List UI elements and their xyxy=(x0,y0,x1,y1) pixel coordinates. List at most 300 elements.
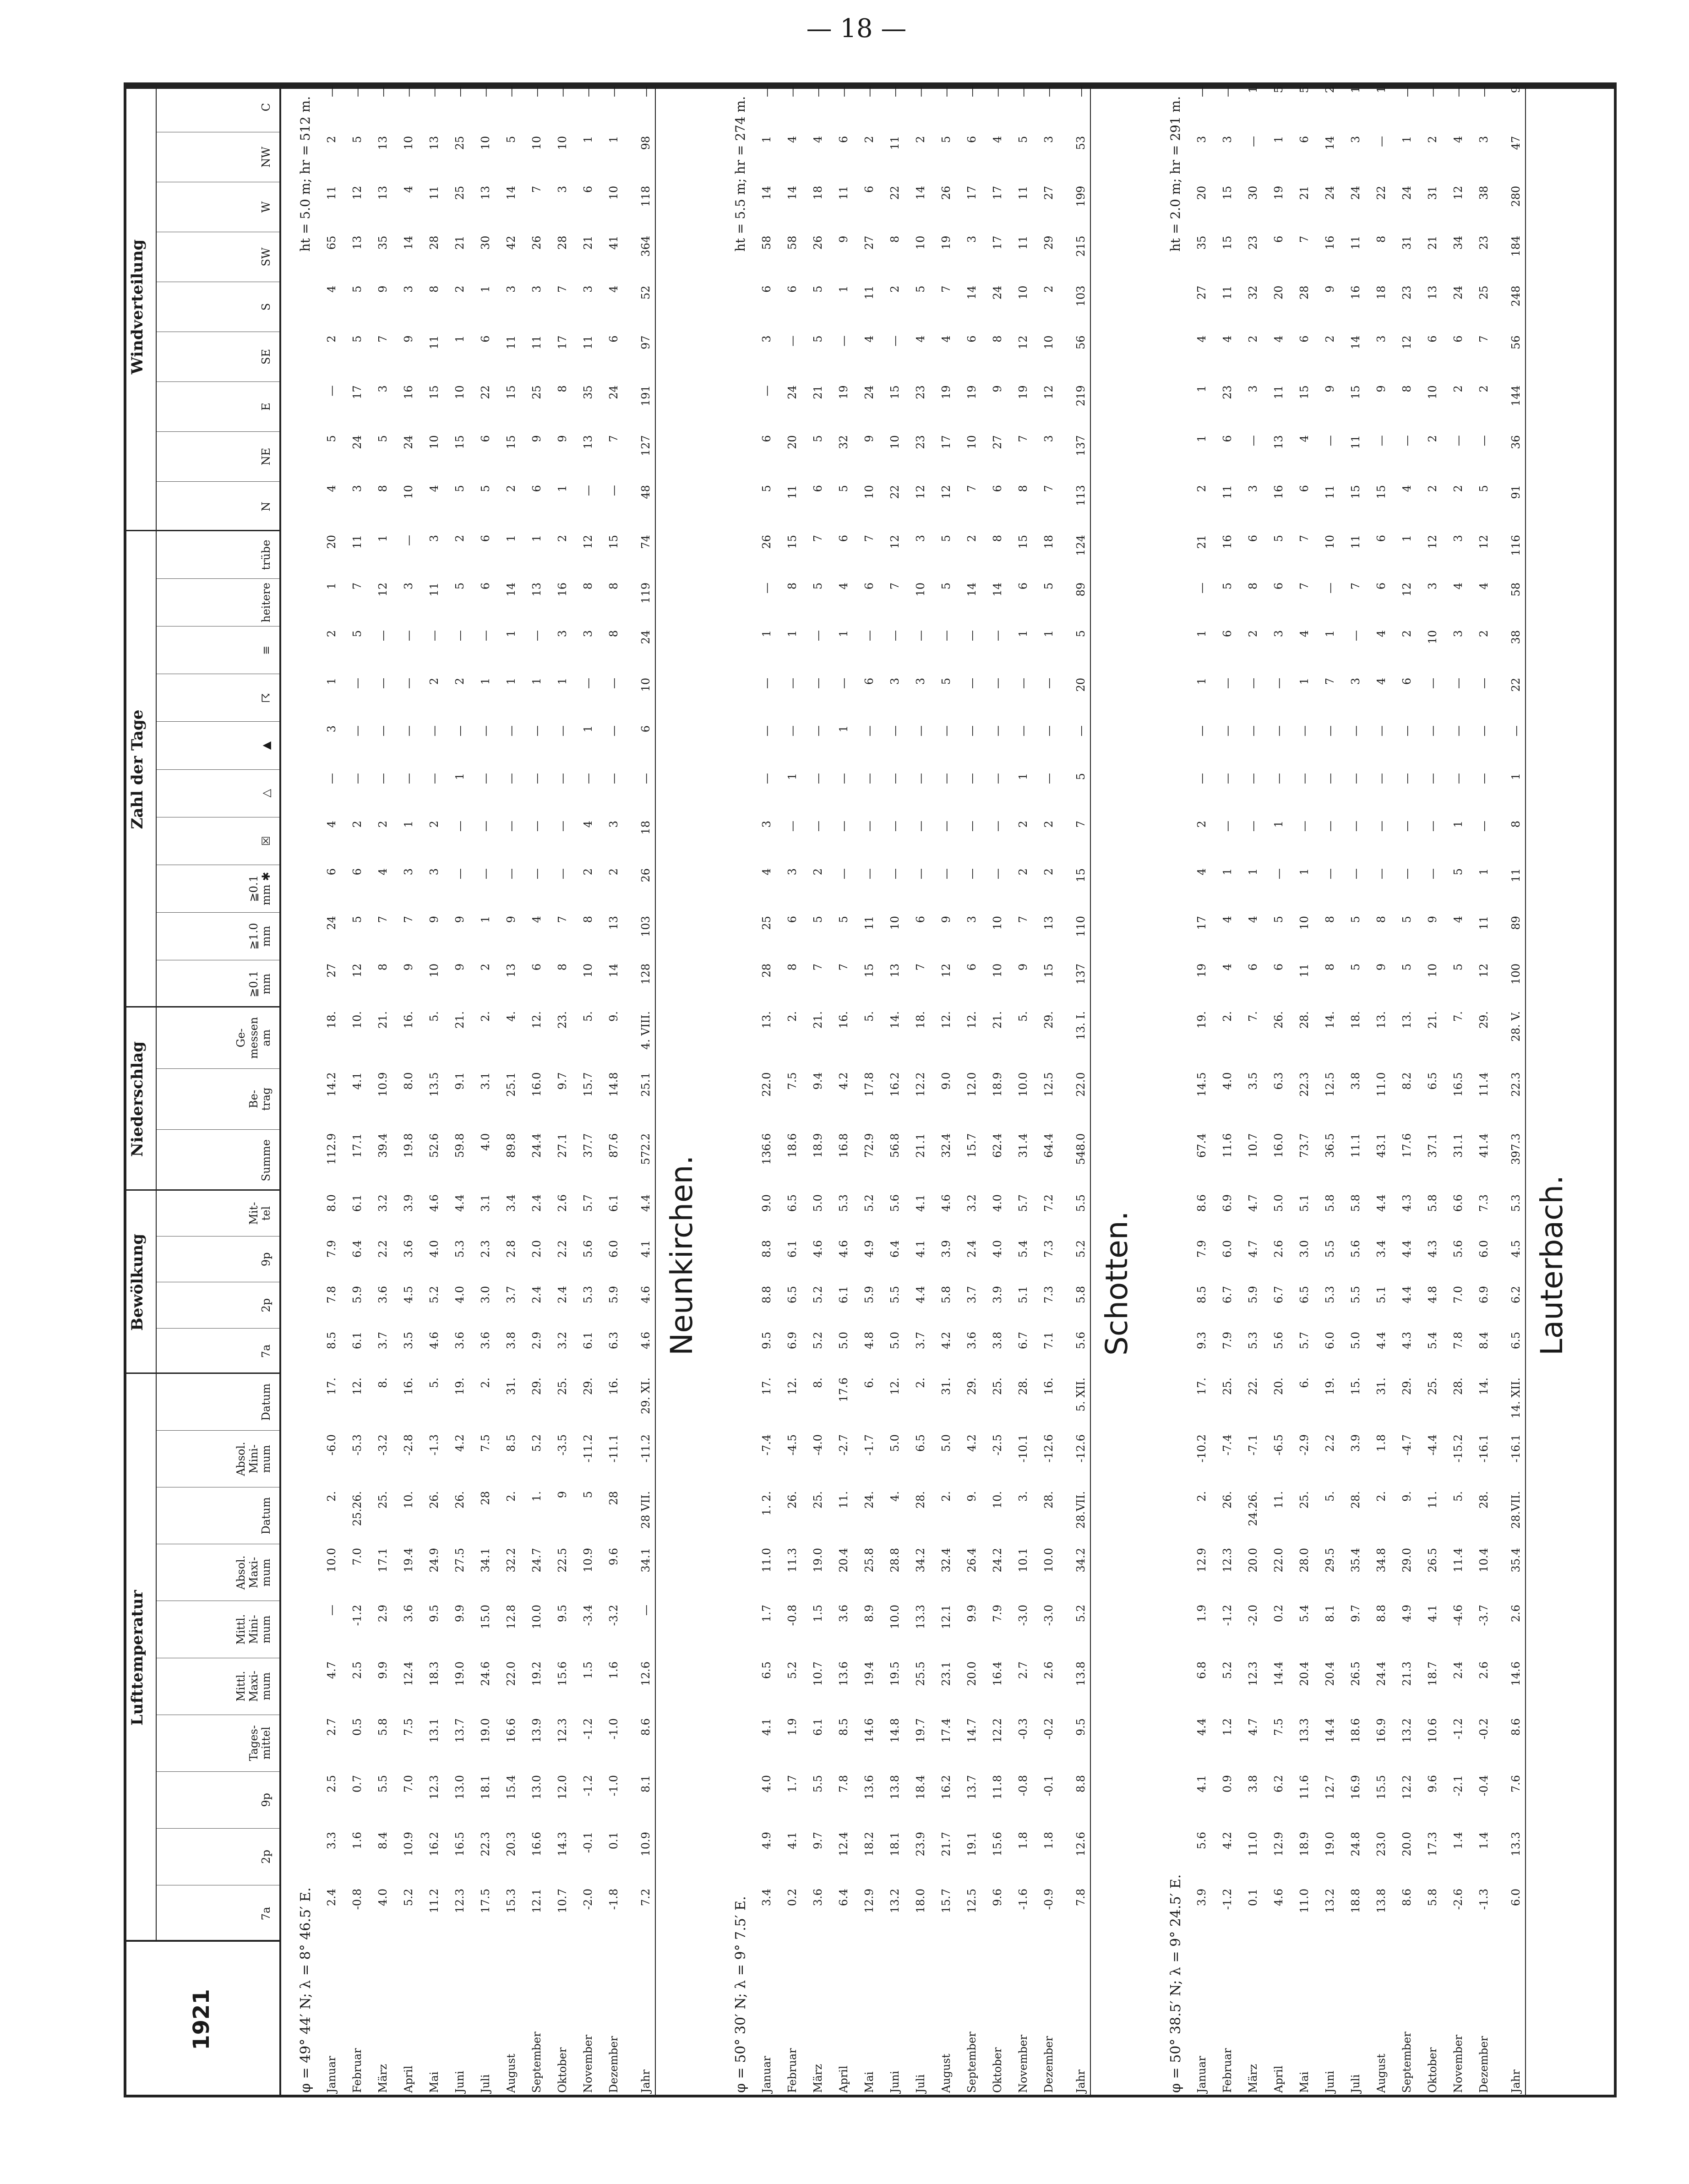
value-cell: — xyxy=(1426,678,1439,689)
value-cell: 8 xyxy=(376,485,389,492)
value-cell: 27.1 xyxy=(556,1133,569,1158)
value-cell: 29. xyxy=(530,1378,543,1395)
value-cell: — xyxy=(1221,86,1234,97)
value-cell: 25. xyxy=(1221,1378,1234,1395)
value-cell: 2. xyxy=(914,1378,927,1388)
value-cell: 2.6 xyxy=(1477,1661,1490,1679)
value-cell: 3.9 xyxy=(940,1240,953,1258)
value-cell: 13.8 xyxy=(888,1775,901,1800)
value-cell: 13.9 xyxy=(530,1718,543,1743)
column-header: Be- trag xyxy=(157,1068,279,1130)
value-cell: 5.6 xyxy=(1272,1332,1285,1350)
value-cell: 5 xyxy=(582,1491,594,1498)
value-cell: 2.6 xyxy=(1509,1605,1522,1623)
value-cell: 4.0 xyxy=(760,1775,773,1793)
value-cell: — xyxy=(1349,868,1362,879)
value-cell: 1. 2. xyxy=(760,1491,773,1516)
month-label: März xyxy=(1247,2064,1259,2093)
value-cell: 10.9 xyxy=(639,1832,652,1857)
value-cell: 7.8 xyxy=(1074,1889,1087,1906)
value-cell: 119 xyxy=(639,583,652,604)
value-cell: 12. xyxy=(888,1378,901,1395)
value-cell: 58 xyxy=(786,235,799,250)
value-cell: 144 xyxy=(1509,385,1522,407)
value-cell: — xyxy=(530,773,543,784)
value-cell: — xyxy=(1452,678,1465,689)
value-cell: — xyxy=(639,86,652,97)
value-cell: -4.7 xyxy=(1400,1434,1413,1456)
value-cell: 34.2 xyxy=(914,1548,927,1573)
value-cell: 4.2 xyxy=(965,1434,978,1452)
value-cell: — xyxy=(812,821,824,832)
value-cell: 548.0 xyxy=(1074,1133,1087,1165)
value-cell: 6 xyxy=(1272,235,1285,243)
value-cell: 4.2 xyxy=(1221,1832,1234,1850)
value-cell: 25. xyxy=(991,1378,1004,1395)
value-cell: 4.4 xyxy=(1400,1286,1413,1304)
value-cell: 11 xyxy=(505,335,518,349)
value-cell: 5 xyxy=(1400,916,1413,923)
value-cell: 8.0 xyxy=(402,1072,415,1090)
value-cell: 13.6 xyxy=(837,1661,850,1686)
section-divider xyxy=(1525,82,1526,2097)
value-cell: — xyxy=(888,868,901,879)
value-cell: 136.6 xyxy=(760,1133,773,1165)
table-row xyxy=(428,82,441,2097)
value-cell: — xyxy=(1477,678,1490,689)
value-cell: 6.3 xyxy=(1272,1072,1285,1090)
value-cell: 10.0 xyxy=(325,1548,338,1573)
value-cell: 25. xyxy=(812,1491,824,1509)
value-cell: 219 xyxy=(1074,385,1087,407)
value-cell: 34.1 xyxy=(479,1548,492,1573)
month-label: April xyxy=(837,2065,850,2093)
value-cell: 11.3 xyxy=(786,1548,799,1573)
month-label: Dezember xyxy=(1477,2036,1490,2093)
value-cell: 5.6 xyxy=(582,1240,594,1258)
value-cell: 1.7 xyxy=(786,1775,799,1793)
value-cell: 18. xyxy=(325,1011,338,1029)
value-cell: 1 xyxy=(325,583,338,590)
value-cell: 20 xyxy=(1195,185,1208,200)
group-title: Bewölkung xyxy=(128,1234,147,1331)
value-cell: — xyxy=(965,678,978,689)
value-cell: 137 xyxy=(1074,964,1087,985)
value-cell: 29.0 xyxy=(1400,1548,1413,1573)
value-cell: 1 xyxy=(1195,678,1208,685)
value-cell: 9 xyxy=(940,916,953,923)
value-cell: 3 xyxy=(607,821,620,828)
value-cell: 16. xyxy=(402,1011,415,1029)
value-cell: 22.3 xyxy=(479,1832,492,1857)
month-label: Oktober xyxy=(1426,2047,1439,2093)
value-cell: 64.4 xyxy=(1042,1133,1055,1158)
table-row xyxy=(607,82,620,2097)
value-cell: 8.8 xyxy=(1375,1605,1388,1623)
value-cell: 20.4 xyxy=(1298,1661,1311,1686)
value-cell: 5 xyxy=(376,435,389,442)
value-cell: — xyxy=(1042,86,1055,97)
value-cell: 1 xyxy=(1324,630,1336,637)
value-cell: -11.2 xyxy=(582,1434,594,1463)
value-cell: 2.6 xyxy=(1042,1661,1055,1679)
value-cell: 2.4 xyxy=(556,1286,569,1304)
value-cell: -0.8 xyxy=(1017,1775,1030,1797)
value-cell: 3 xyxy=(505,285,518,293)
station-name: Neunkirchen. xyxy=(664,1155,699,1356)
value-cell: 12. xyxy=(940,1011,953,1029)
value-cell: 15.6 xyxy=(991,1832,1004,1857)
value-cell: 15 xyxy=(863,964,876,978)
value-cell: 2.2 xyxy=(376,1240,389,1258)
value-cell: 18.4 xyxy=(914,1775,927,1800)
table-row xyxy=(582,82,594,2097)
month-label: Mai xyxy=(863,2071,876,2093)
value-cell: 15 xyxy=(607,535,620,549)
table-row xyxy=(863,82,876,2097)
value-cell: 3.5 xyxy=(402,1332,415,1350)
value-cell: 7.9 xyxy=(1221,1332,1234,1350)
value-cell: -2.1 xyxy=(1452,1775,1465,1797)
value-cell: — xyxy=(582,773,594,784)
column-header: ≧1.0 mm xyxy=(157,912,279,960)
value-cell: 3 xyxy=(428,868,441,876)
value-cell: 15.3 xyxy=(505,1889,518,1913)
value-cell: 6 xyxy=(786,916,799,923)
value-cell: 6.1 xyxy=(812,1718,824,1736)
value-cell: 5.4 xyxy=(1426,1332,1439,1350)
value-cell: 10 xyxy=(914,235,927,250)
value-cell: — xyxy=(1375,725,1388,736)
value-cell: 3.9 xyxy=(991,1286,1004,1304)
value-cell: 10.7 xyxy=(556,1889,569,1913)
value-cell: 27 xyxy=(1042,185,1055,200)
value-cell: 3 xyxy=(1195,136,1208,143)
value-cell: 6.1 xyxy=(351,1332,364,1350)
value-cell: 16.9 xyxy=(1375,1718,1388,1743)
value-cell: 8 xyxy=(556,385,569,392)
value-cell: — xyxy=(351,773,364,784)
value-cell: 5.6 xyxy=(888,1194,901,1212)
value-cell: — xyxy=(1221,773,1234,784)
value-cell: 6 xyxy=(530,964,543,971)
value-cell: 7 xyxy=(863,535,876,542)
value-cell: 1.6 xyxy=(607,1661,620,1679)
value-cell: 15 xyxy=(505,385,518,399)
value-cell: 6 xyxy=(1400,678,1413,685)
value-cell: — xyxy=(402,773,415,784)
value-cell: 5 xyxy=(351,630,364,637)
value-cell: 7 xyxy=(1477,335,1490,343)
value-cell: 9 xyxy=(428,916,441,923)
value-cell: 3 xyxy=(1477,136,1490,143)
value-cell: 3 xyxy=(1272,630,1285,637)
table-row xyxy=(453,82,466,2097)
value-cell: 7 xyxy=(402,916,415,923)
value-cell: 4 xyxy=(582,821,594,828)
value-cell: 4 xyxy=(786,136,799,143)
table-row xyxy=(1375,82,1388,2097)
value-cell: 17. xyxy=(325,1378,338,1395)
value-cell: 8.6 xyxy=(1195,1194,1208,1212)
value-cell: 14.8 xyxy=(607,1072,620,1097)
value-cell: 26 xyxy=(940,185,953,200)
value-cell: 2 xyxy=(351,821,364,828)
month-label: Juli xyxy=(914,2074,927,2093)
value-cell: 7 xyxy=(376,335,389,343)
value-cell: 3 xyxy=(325,725,338,733)
value-cell: 27.5 xyxy=(453,1548,466,1573)
value-cell: — xyxy=(888,630,901,641)
value-cell: 23 xyxy=(1247,235,1259,250)
value-cell: 26.4 xyxy=(965,1548,978,1573)
value-cell: 5.3 xyxy=(1324,1286,1336,1304)
value-cell: 11 xyxy=(863,916,876,930)
month-label: Oktober xyxy=(991,2047,1004,2093)
value-cell: 4 xyxy=(1272,335,1285,343)
column-header: Mittl. Maxi- mum xyxy=(157,1658,279,1715)
value-cell: 3 xyxy=(1452,535,1465,542)
value-cell: 2 xyxy=(1426,435,1439,442)
value-cell: 24 xyxy=(607,385,620,399)
value-cell: 9 xyxy=(530,435,543,442)
value-cell: 6. xyxy=(1298,1378,1311,1388)
value-cell: 1.9 xyxy=(1195,1605,1208,1623)
value-cell: -7.1 xyxy=(1247,1434,1259,1456)
value-cell: 13 xyxy=(479,185,492,200)
table-row xyxy=(1017,82,1030,2097)
value-cell: 15. xyxy=(1349,1378,1362,1395)
table-row xyxy=(1247,82,1259,2097)
value-cell: 7.5 xyxy=(479,1434,492,1452)
value-cell: 17.3 xyxy=(1426,1832,1439,1857)
value-cell: 1 xyxy=(760,630,773,637)
value-cell: 5 xyxy=(351,335,364,343)
value-cell: 7 xyxy=(376,916,389,923)
value-cell: — xyxy=(1375,136,1388,147)
value-cell: 16.2 xyxy=(428,1832,441,1857)
value-cell: 2 xyxy=(428,678,441,685)
value-cell: 13.6 xyxy=(863,1775,876,1800)
table-row xyxy=(786,82,799,2097)
value-cell: — xyxy=(1298,821,1311,832)
value-cell: 8 xyxy=(376,964,389,971)
value-cell: 15 xyxy=(428,385,441,399)
value-cell: 5.3 xyxy=(1509,1194,1522,1212)
value-cell: 5 xyxy=(1272,535,1285,542)
value-cell: 39.4 xyxy=(376,1133,389,1158)
value-cell: — xyxy=(1272,773,1285,784)
value-cell: — xyxy=(940,630,953,641)
value-cell: 53 xyxy=(1074,136,1087,150)
value-cell: 2.9 xyxy=(376,1605,389,1623)
value-cell: 9 xyxy=(1375,385,1388,392)
value-cell: 11.0 xyxy=(760,1548,773,1573)
value-cell: 1 xyxy=(325,678,338,685)
value-cell: 4.4 xyxy=(453,1194,466,1212)
value-cell: — xyxy=(812,86,824,97)
value-cell: -3.7 xyxy=(1477,1605,1490,1626)
value-cell: 2 xyxy=(1452,485,1465,492)
value-cell: 4.1 xyxy=(786,1832,799,1850)
value-cell: 3 xyxy=(786,868,799,876)
value-cell: — xyxy=(607,678,620,689)
value-cell: 9 xyxy=(453,916,466,923)
value-cell: 9.5 xyxy=(428,1605,441,1623)
value-cell: — xyxy=(888,773,901,784)
value-cell: 4 xyxy=(376,868,389,876)
column-header: SE xyxy=(157,332,279,381)
value-cell: 6 xyxy=(1221,435,1234,442)
value-cell: — xyxy=(786,86,799,97)
value-cell: 2 xyxy=(453,285,466,293)
value-cell: — xyxy=(1452,435,1465,447)
month-label: Juli xyxy=(1349,2074,1362,2093)
value-cell: 14. xyxy=(1477,1378,1490,1395)
value-cell: 8.8 xyxy=(1074,1775,1087,1793)
value-cell: 9 xyxy=(1324,385,1336,392)
value-cell: 7.0 xyxy=(402,1775,415,1793)
value-cell: 3 xyxy=(914,678,927,685)
value-cell: 67.4 xyxy=(1195,1133,1208,1158)
value-cell: 16. xyxy=(607,1378,620,1395)
value-cell: 16 xyxy=(556,583,569,597)
column-header: Datum xyxy=(157,1487,279,1544)
table-row xyxy=(1074,82,1087,2097)
value-cell: 12 xyxy=(1400,583,1413,597)
value-cell: 7 xyxy=(1298,235,1311,243)
value-cell: 10 xyxy=(582,964,594,978)
value-cell: 9. xyxy=(607,1011,620,1022)
value-cell: 7.0 xyxy=(351,1548,364,1566)
value-cell: 31. xyxy=(505,1378,518,1395)
value-cell: 8. xyxy=(376,1378,389,1388)
value-cell: 25. xyxy=(556,1378,569,1395)
value-cell: 1.8 xyxy=(1042,1832,1055,1850)
value-cell: 18 xyxy=(812,185,824,200)
value-cell: 8.8 xyxy=(760,1286,773,1304)
value-cell: -1.2 xyxy=(1221,1605,1234,1626)
value-cell: 7 xyxy=(1074,821,1087,828)
value-cell: 6 xyxy=(479,583,492,590)
value-cell: 5.3 xyxy=(837,1194,850,1212)
value-cell: 3 xyxy=(1042,435,1055,442)
value-cell: 4.2 xyxy=(837,1072,850,1090)
value-cell: 23 xyxy=(1221,385,1234,399)
value-cell: 7 xyxy=(965,485,978,492)
value-cell: 24 xyxy=(639,630,652,644)
value-cell: 7 xyxy=(812,964,824,971)
value-cell: 1.8 xyxy=(1375,1434,1388,1452)
value-cell: 3 xyxy=(888,678,901,685)
table-row xyxy=(639,82,652,2097)
value-cell: 4 xyxy=(914,335,927,343)
value-cell: 32.4 xyxy=(940,1548,953,1573)
value-cell: — xyxy=(1195,725,1208,736)
value-cell: 5 xyxy=(1042,583,1055,590)
value-cell: 21. xyxy=(453,1011,466,1029)
value-cell: 1 xyxy=(837,285,850,293)
value-cell: 5.9 xyxy=(607,1286,620,1304)
value-cell: 3 xyxy=(402,583,415,590)
value-cell: 15.5 xyxy=(1375,1775,1388,1800)
value-cell: — xyxy=(760,86,773,97)
station-name: Lauterbach. xyxy=(1534,1175,1569,1356)
value-cell: 23 xyxy=(914,385,927,399)
value-cell: 7.5 xyxy=(402,1718,415,1736)
value-cell: 4 xyxy=(607,285,620,293)
value-cell: 14. xyxy=(888,1011,901,1029)
value-cell: 1 xyxy=(1017,773,1030,780)
value-cell: 10 xyxy=(991,916,1004,930)
value-cell: 6 xyxy=(639,725,652,733)
value-cell: — xyxy=(1400,773,1413,784)
value-cell: 1 xyxy=(1195,385,1208,392)
month-label: Januar xyxy=(760,2056,773,2093)
value-cell: 4.4 xyxy=(1375,1332,1388,1350)
value-cell: — xyxy=(428,773,441,784)
value-cell: 3.2 xyxy=(556,1332,569,1350)
value-cell: 18.8 xyxy=(1349,1889,1362,1913)
value-cell: 13 xyxy=(582,435,594,449)
value-cell: 137 xyxy=(1074,435,1087,457)
value-cell: 20. xyxy=(1272,1378,1285,1395)
value-cell: 5.9 xyxy=(351,1286,364,1304)
value-cell: 3.8 xyxy=(1247,1775,1259,1793)
value-cell: 8 xyxy=(1509,821,1522,828)
value-cell: 18.9 xyxy=(812,1133,824,1158)
value-cell: 103 xyxy=(1074,285,1087,307)
value-cell: 9.9 xyxy=(965,1605,978,1623)
value-cell: 5.2 xyxy=(812,1286,824,1304)
value-cell: 25 xyxy=(453,185,466,200)
value-cell: 7 xyxy=(940,285,953,293)
value-cell: 10.4 xyxy=(1477,1548,1490,1573)
value-cell: 7.6 xyxy=(1509,1775,1522,1793)
value-cell: — xyxy=(607,725,620,736)
value-cell: 3.7 xyxy=(376,1332,389,1350)
value-cell: 11 xyxy=(786,485,799,499)
value-cell: -11.1 xyxy=(607,1434,620,1463)
value-cell: -16.1 xyxy=(1477,1434,1490,1463)
value-cell: 38 xyxy=(1477,185,1490,200)
value-cell: — xyxy=(351,725,364,736)
value-cell: 6 xyxy=(965,136,978,143)
table-row xyxy=(1349,82,1362,2097)
value-cell: 8 xyxy=(582,583,594,590)
value-cell: 35 xyxy=(376,235,389,250)
value-cell: 24 xyxy=(1452,285,1465,300)
value-cell: -1.2 xyxy=(1221,1889,1234,1910)
value-cell: — xyxy=(1042,725,1055,736)
value-cell: 18 xyxy=(639,821,652,835)
value-cell: 10 xyxy=(1298,916,1311,930)
column-header: E xyxy=(157,381,279,431)
value-cell: 7 xyxy=(1017,916,1030,923)
value-cell: 23.0 xyxy=(1375,1832,1388,1857)
value-cell: 11. xyxy=(1426,1491,1439,1509)
value-cell: 5. xyxy=(582,1011,594,1022)
value-cell: 12.8 xyxy=(505,1605,518,1629)
value-cell: 8 xyxy=(582,916,594,923)
station-altitude: ht = 5.5 m; hr = 274 m. xyxy=(733,96,748,252)
value-cell: 25 xyxy=(760,916,773,930)
value-cell: 6 xyxy=(1298,485,1311,492)
value-cell: 4.1 xyxy=(1426,1605,1439,1623)
value-cell: 19.8 xyxy=(402,1133,415,1158)
value-cell: 11.1 xyxy=(1349,1133,1362,1158)
value-cell: 52.6 xyxy=(428,1133,441,1158)
